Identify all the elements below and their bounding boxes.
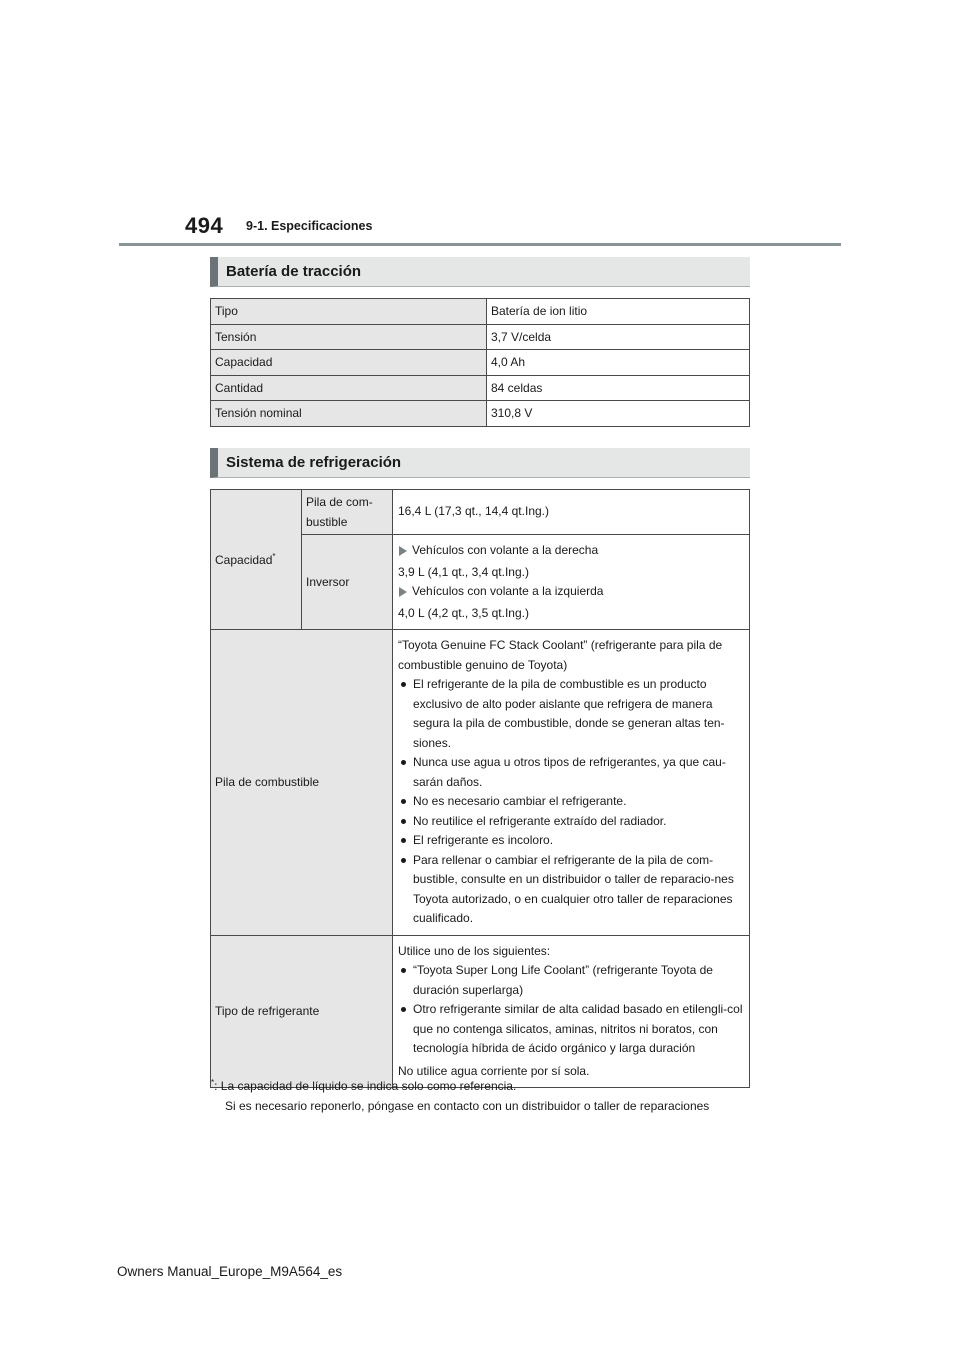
table-row bbox=[211, 375, 750, 401]
section-title: 9-1. Especificaciones bbox=[246, 219, 373, 233]
footnote-mark: * bbox=[211, 1078, 215, 1087]
table-row bbox=[211, 935, 750, 1088]
bullet-icon bbox=[401, 858, 406, 863]
triangle-bullet-icon bbox=[399, 587, 407, 597]
coolant-type-outro: No utilice agua corriente por sí sola. bbox=[398, 1063, 590, 1078]
footer-text: Owners Manual_Europe_M9A564_es bbox=[117, 1264, 343, 1279]
coolant-type-label: Tipo de refrigerante bbox=[211, 935, 393, 1088]
spec-value: 84 celdas bbox=[487, 375, 750, 401]
coolant-type-bullet-list bbox=[398, 961, 744, 1059]
inverter-label: Inversor bbox=[302, 535, 393, 630]
table-row bbox=[211, 350, 750, 376]
list-item: Nunca use agua u otros tipos de refrigerantes, ya que cau-sarán daños. bbox=[398, 753, 744, 792]
footnote-line-2: Si es necesario reponerlo, póngase en contacto con un distribuidor o taller de reparaciones bbox=[225, 1099, 710, 1113]
triangle-bullet-icon bbox=[399, 546, 407, 556]
footnote bbox=[211, 1073, 771, 1116]
spec-value: 3,7 V/celda bbox=[487, 324, 750, 350]
table-row bbox=[211, 299, 750, 325]
cooling-system-heading: Sistema de refrigeración bbox=[210, 448, 750, 478]
page-number: 494 bbox=[185, 213, 224, 238]
traction-battery-heading: Batería de tracción bbox=[210, 257, 750, 287]
spec-label: Capacidad bbox=[211, 350, 487, 376]
coolant-type-value-cell bbox=[393, 935, 750, 1088]
spec-label: Tensión nominal bbox=[211, 401, 487, 427]
bullet-icon bbox=[401, 799, 406, 804]
bullet-icon bbox=[401, 819, 406, 824]
spec-value: 310,8 V bbox=[487, 401, 750, 427]
footnote-line-1: *: La capacidad de líquido se indica solo como referencia. bbox=[211, 1078, 517, 1093]
list-item bbox=[398, 582, 744, 602]
list-item bbox=[398, 541, 744, 561]
capacity-footnote-mark: * bbox=[272, 552, 276, 561]
coolant-type-intro: Utilice uno de los siguientes: bbox=[398, 943, 551, 958]
bullet-icon bbox=[401, 838, 406, 843]
table-row bbox=[211, 324, 750, 350]
table-row bbox=[211, 630, 750, 936]
list-item: “Toyota Super Long Life Coolant” (refrigerante Toyota de duración superlarga) bbox=[398, 961, 744, 1000]
fuel-cell-bullet-list bbox=[398, 675, 744, 929]
spec-label: Tipo bbox=[211, 299, 487, 325]
cooling-system-table bbox=[210, 489, 750, 1088]
capacity-label-cell bbox=[211, 490, 302, 630]
list-item: No reutilice el refrigerante extraído del radiador. bbox=[398, 812, 744, 832]
bullet-icon bbox=[401, 968, 406, 973]
capacity-label: Capacidad bbox=[215, 553, 273, 567]
spec-value: Batería de ion litio bbox=[487, 299, 750, 325]
fuel-cell-intro: “Toyota Genuine FC Stack Coolant” (refrigerante para pila de combustible genuino de Toyota) bbox=[398, 638, 723, 672]
inverter-rhd-label: Vehículos con volante a la derecha bbox=[412, 543, 599, 557]
list-item: El refrigerante de la pila de combustible es un producto exclusivo de alto poder aislante que refrigera de manera segura la pila de combustible, donde se generan altas ten-siones. bbox=[398, 675, 744, 753]
list-item: Para rellenar o cambiar el refrigerante de la pila de com-bustible, consulte en un distribuidor o taller de reparacio-nes Toyota autorizado, o en cualquier otro taller de reparaciones cualificado. bbox=[398, 851, 744, 929]
fuel-cell-stack-value: 16,4 L (17,3 qt., 14,4 qt.Ing.) bbox=[393, 490, 750, 535]
fuel-cell-label: Pila de combustible bbox=[211, 630, 393, 936]
fuel-cell-value-cell bbox=[393, 630, 750, 936]
bullet-icon bbox=[401, 1007, 406, 1012]
fuel-cell-stack-label: Pila de com- bustible bbox=[302, 490, 393, 535]
list-item: No es necesario cambiar el refrigerante. bbox=[398, 792, 744, 812]
spec-label: Tensión bbox=[211, 324, 487, 350]
list-item: El refrigerante es incoloro. bbox=[398, 831, 744, 851]
header-rule bbox=[119, 243, 841, 246]
inverter-rhd-value: 3,9 L (4,1 qt., 3,4 qt.Ing.) bbox=[398, 564, 529, 579]
inverter-lhd-value: 4,0 L (4,2 qt., 3,5 qt.Ing.) bbox=[398, 605, 529, 620]
table-row bbox=[211, 401, 750, 427]
list-item: Otro refrigerante similar de alta calidad basado en etilengli-col que no contenga silicatos, aminas, nitritos ni boratos, con tecnología híbrida de ácido orgánico y larga duración bbox=[398, 1000, 744, 1059]
traction-battery-table bbox=[210, 298, 750, 427]
bullet-icon bbox=[401, 760, 406, 765]
spec-value: 4,0 Ah bbox=[487, 350, 750, 376]
table-row bbox=[211, 490, 750, 535]
bullet-icon bbox=[401, 682, 406, 687]
spec-label: Cantidad bbox=[211, 375, 487, 401]
inverter-value-cell bbox=[393, 535, 750, 630]
inverter-lhd-label: Vehículos con volante a la izquierda bbox=[412, 584, 604, 598]
